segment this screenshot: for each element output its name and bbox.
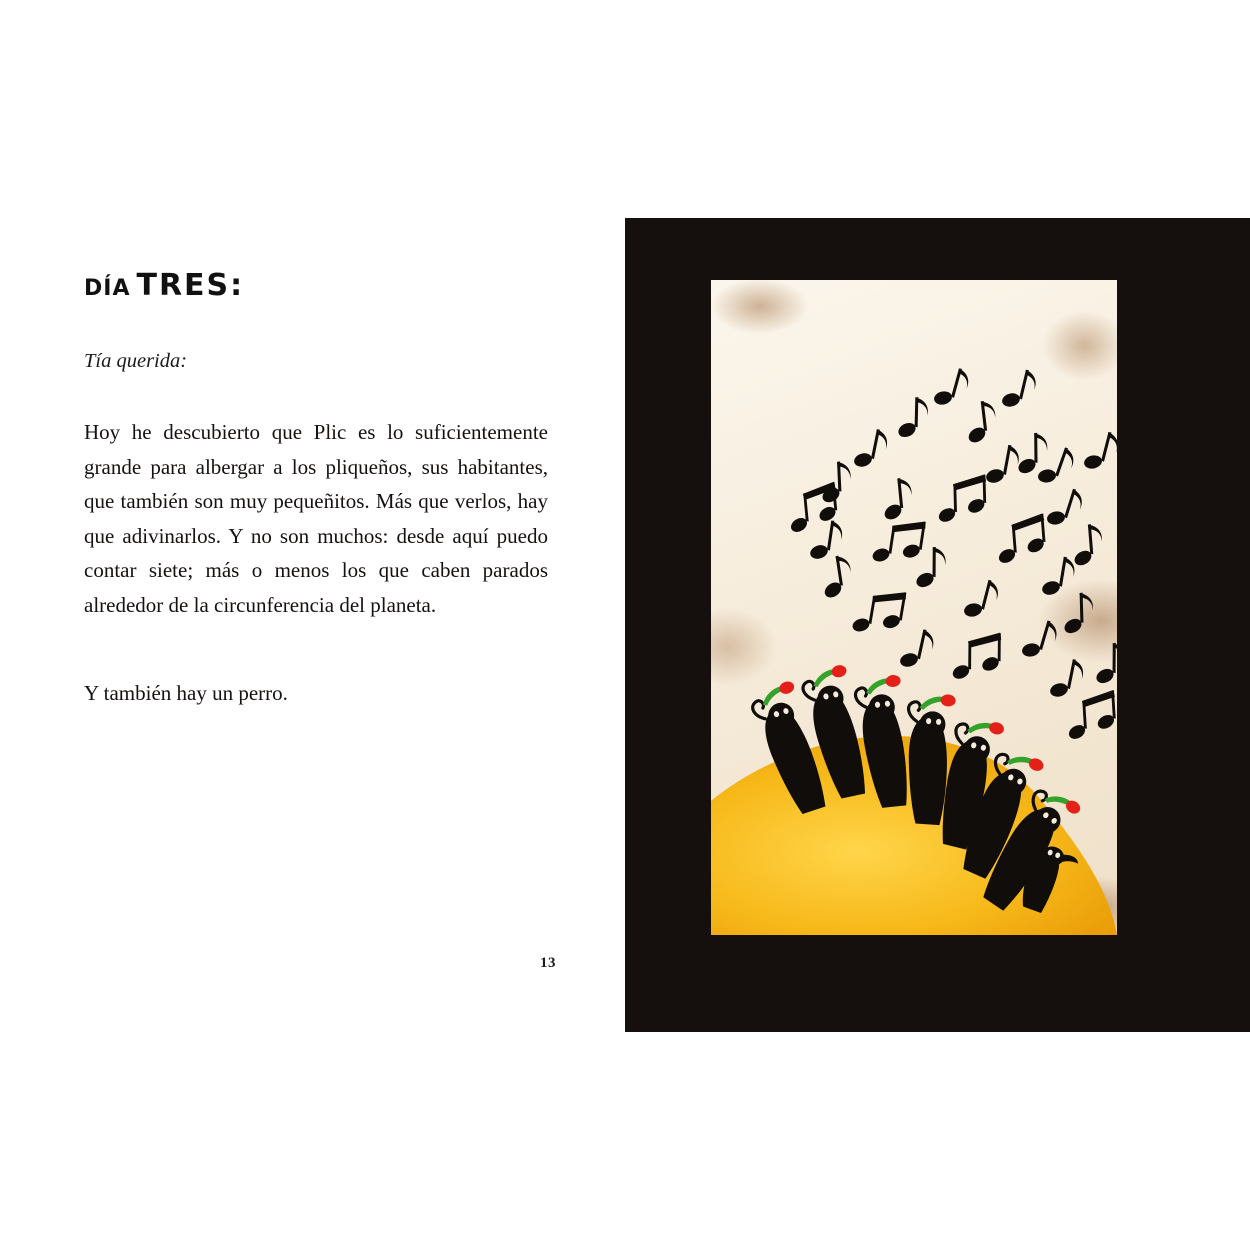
body-paragraph: Hoy he descubierto que Plic es lo suficientemente grande para albergar a los pliqueños, sus habitantes, que también son muy pequeñitos. Más que verlos, hay que adivinarlos. Y no son muchos: desde aquí puedo contar siete; más o menos los que caben parados alrededor de la circunferencia del planeta.	[84, 420, 548, 617]
illustration-artwork	[711, 280, 1117, 935]
illustration-plate	[711, 280, 1117, 935]
day-heading	[84, 268, 244, 303]
salutation: Tía querida:	[84, 350, 188, 372]
closing-paragraph: Y también hay un perro.	[84, 681, 288, 705]
page-number: 13	[540, 955, 556, 971]
illustration-mat	[625, 218, 1250, 1032]
music-notes	[783, 365, 1117, 743]
right-illustration-page	[625, 0, 1250, 1250]
day-heading-main: TRES:	[136, 268, 245, 303]
day-heading-prefix: DÍA	[84, 276, 131, 301]
